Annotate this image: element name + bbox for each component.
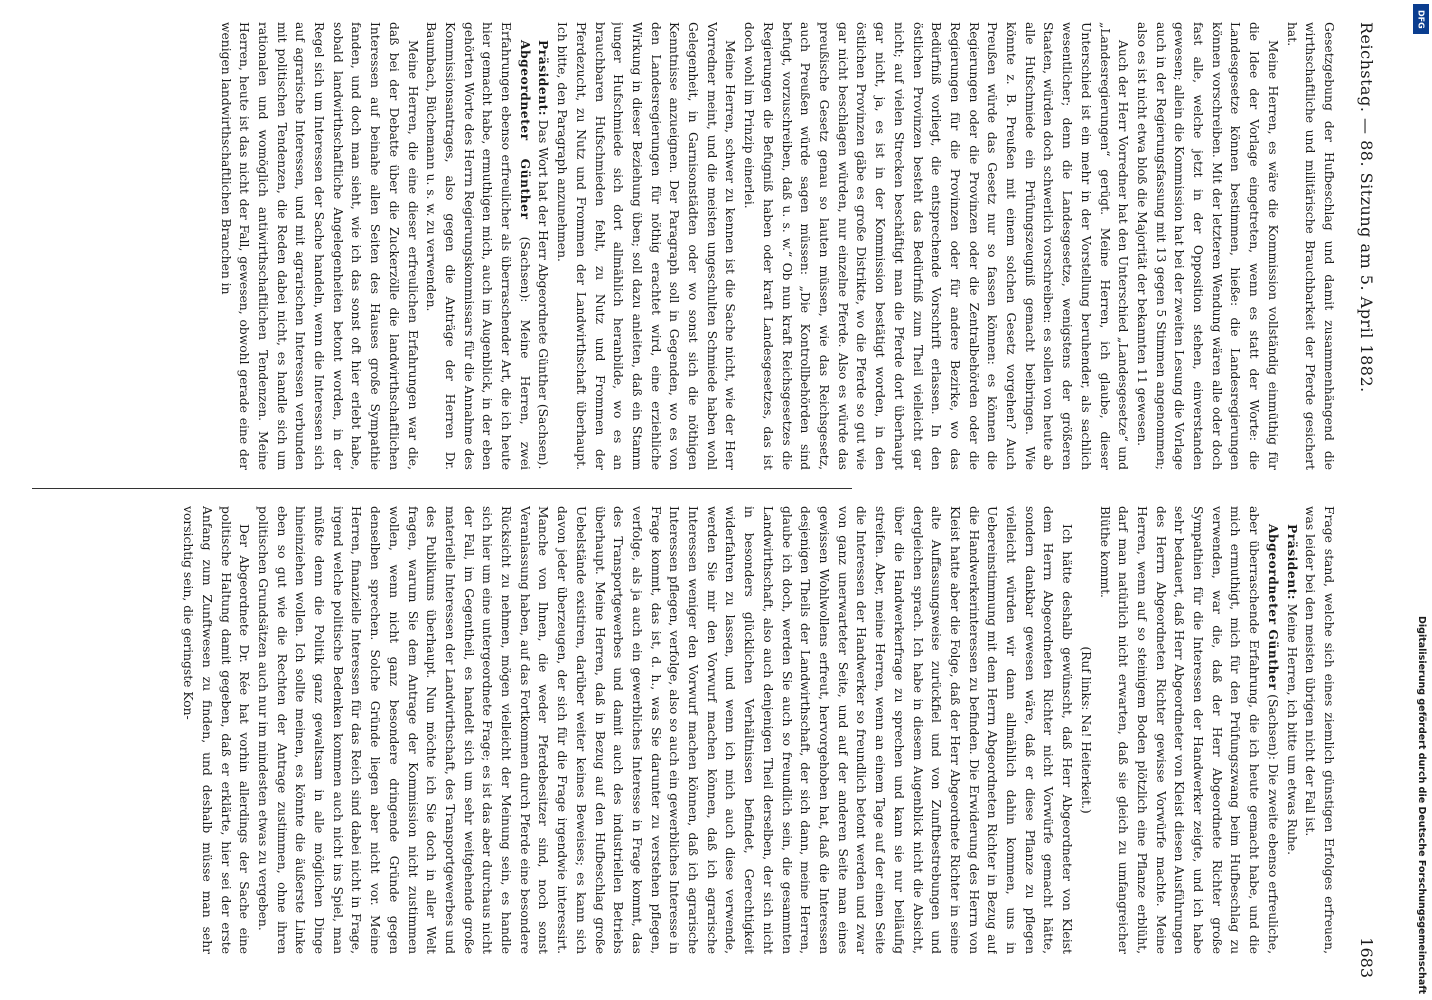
speaker-name: Abgeordneter Günther <box>517 40 533 220</box>
left-column-speaker-paragraph <box>422 22 534 470</box>
right-column-speaker-paragraph <box>1095 506 1282 954</box>
left-column-paragraph: Auch der Herr Vorredner hat den Unterschied „Landesgesetze“ und „Landesregierungen“ gerügt. Meine Herren, ich glaube, dieser Unterschied ist ein mehr in der Vorstellung beruhender, als sachlich wesentlicher; denn die Landesgesetze, wenigstens der größeren Staaten, würden doch schwerlich vorschreiben: es sollen von heute ab alle Hufschmiede ein Prüfungszeugniß gemacht beibringen. Wie könnte z. B. Preußen mit einem solchen Gesetz vorgehen? Auch Preußen würde das Gesetz nur so fassen können: es können die Regierungen oder die Provinzen oder die Zentralbehörden oder die Regierungen für die Provinzen oder für andere Bezirke, wo das Bedürfniß vorliegt, die entsprechende Vorschrift erlassen. In den östlichen Provinzen besteht das Bedürfniß zum Theil vielleicht gar nicht; auf vielen Strecken beschäftigt man die Pferde dort überhaupt gar nicht, ja, es ist in der Kommission bestätigt worden, in den östlichen Provinzen gäbe es große Distrikte, wo die Pferde so gut wie gar nicht beschlagen würden, nur einzelne Pferde. Also es würde das preußische Gesetz genau so lauten müssen, wie das Reichsgesetz, auch Preußen würde sagen müssen: „Die Kontrollbehörden sind befugt, vorzuschreiben, daß u. s. w.“ Ob nun kraft Reichsgesetzes die Regierungen die Befugniß haben oder kraft Landesgesetzes, das ist doch wohl im Prinzip einerlei. <box>742 22 1131 470</box>
left-column-speaker-paragraph <box>534 22 553 470</box>
left-column <box>22 22 1338 470</box>
right-column-stage-direction: (Ruf links: Na! Heiterkeit.) <box>1078 646 1093 814</box>
column-rule <box>32 488 852 489</box>
left-column-paragraph: Meine Herren, die eine dieser erfreulichen Erfahrungen war die, daß bei der Debatte über die Zuckerzölle die landwirthschaftlichen Interessen auf beinahe allen Seiten des Hauses große Sympathie fanden, und doch man sieht, wie ich das sonst oft hier erlebt habe, sobald landwirthschaftliche Angelegenheiten betont worden, in der Regel sich um Interessen der Sache handeln, wenn die Interessen sich auf agrarische Interessen, und mit agrarischen Interessen verbunden mit politischen Tendenzen, die Reden dabei nicht, es handle sich um rationalen und womöglich antiwirthschaftlichen Tendenzen. Meine Herren, heute ist das nicht der Fall, gewesen, obwohl gerade eine der wenigen landwirthschaftlichen Branchen in <box>218 22 420 470</box>
left-column-paragraph: Meine Herren, es wäre die Kommission vollständig einmüthig für die Idee der Vorlage eingetreten, wenn es statt der Worte: die Landesgesetze können bestimmen, hieße: die Landesregierungen können vorschreiben. Mit der letzteren Wendung wären alle oder doch fast alle, welche jetzt in der Opposition stehen, einverstanden gewesen; allein die Kommission hat bei der zweiten Lesung die Vorlage auch in der Regierungsfassung mit 13 gegen 5 Stimmen angenommen; also es ist nicht etwa bloß die Majorität der bekannten 11 gewesen. <box>1134 22 1280 470</box>
right-column-paragraph: Ich hätte deshalb gewünscht, daß Herr Abgeordneter von Kleist dem Herrn Abgeordneten Richter nicht Vorwürfe gemacht hätte, sondern dankbar gewesen wäre, daß er diese Pflanze zu pflegen vielleicht würden wir dann allmählich dahin kommen, uns in Uebereinstimmung mit dem Herrn Abgeordneten Richter in Bezug auf die Handwerkerinteressen zu befinden. Die Erwiderung des Herrn von Kleist hatte aber die Folge, daß der Herr Abgeordnete Richter in seine alte Auffassungsweise zurückfiel und von Zunftbestrebungen und dergleichen sprach. Ich habe in diesem Augenblick nicht die Absicht, über die Handwerkerfrage zu sprechen und kann sie nur beiläufig streifen. Aber, meine Herren, wenn an einem Tage auf der einen Seite die Interessen der Handwerker so freundlich betont werden und zwar von ganz unerwarteter Seite, und auf der anderen Seite man eines gewissen Wohlwollens erfreut, hervorgehoben hat, daß die Interessen desjenigen Theils der Landwirthschaft, der sich dann, meine Herren, glaube ich doch, werden Sie auch so freundlich sein, die gesammten Landwirthschaft, also auch denjenigen Theil derselben, der sich nicht in besonders glücklichen Verhältnissen befindet, Gerechtigkeit widerfahren zu lassen, und wenn ich mich auch diese verwende, werden Sie mir den Vorwurf machen können, daß ich agrarische Interessen weniger den Vorwurf machen können, daß ich agrarische Interessen pflegen, verfolge, also so auch ein gewerbliches Interesse in Frage kommt, das ist, d. h., was Sie darunter zu verstehen pflegen, verfolge, als ja auch ein gewerbliches Interesse in Frage kommt, das des Transportgewerbes und damit auch des industriellen Betriebs überhaupt. Meine Herren, daß in Bezug auf den Hufbeschlag große Uebelstände existiren, darüber weiter keines Beweises; es kann sich davon jeder überzeugen, der sich für die Frage irgendwie interessirt. Manche von Ihnen, die weder Pferdebesitzer sind, noch sonst Veranlassung haben, auf das Fortkommen durch Pferde eine besondere Rücksicht zu nehmen, mögen vielleicht der Meinung sein, es handle sich hier um eine untergeordnete Frage; es ist das aber durchaus nicht der Fall, im Gegentheil, es handelt sich um sehr weitgehende große materielle Interessen der Landwirthschaft, des Transportgewerbes und des Publikums überhaupt. Nun möchte ich Sie doch in aller Welt fragen, warum Sie dem Antrage der Kommission nicht zustimmen wollen, wenn nicht ganz besondere dringende Gründe gegen denselben sprechen. Solche Gründe liegen aber nicht vor. Meine Herren, finanzielle Interessen für das Reich sind dabei nicht in Frage, irgend welche politische Bedenken kommen auch nicht ins Spiel, man müßte denn die Politik ganz gewaltsam in alle möglichen Dinge hineinziehen wollen. Ich sollte meinen, es könnte die äußerste Linke eben so gut wie die Rechten der Antrage zustimmen, ohne ihren politischen Grundsätzen auch nur im mindesten etwas zu vergeben. <box>255 506 1075 954</box>
left-column-paragraph: Meine Herren, schwer zu kennen ist die Sache nicht, wie der Herr Vorredner meint, und die meisten ungeschulten Schmiede haben wohl Gelegenheit, in Garnisonstädten oder wo sonst sich die nöthigen Kenntnisse anzueignen. Der Paragraph soll in Gegenden, wo es von den Landesregierungen für nöthig erachtet wird, eine erziehliche Wirkung in dieser Beziehung üben; soll dazu anleiten, daß ein Stamm junger Hufschmiede sich dort allmählich heranbilde, wo es an brauchbaren Hufschmieden fehlt, zu Nutz und Frommen der Pferdezucht, zu Nutz und Frommen der Landwirthschaft überhaupt. Ich bitte, den Paragraph anzunehmen. <box>555 22 738 470</box>
right-column-paragraph: Der Abgeordnete Dr. Rée hat vorhin allerdings der Sache eine politische Haltung damit gegeben, daß er erklärte, hier sei der erste Anfang zum Zunftwesen zu finden, und deshalb müsse man sehr vorsichtig sein, die geringste Kon- <box>181 506 252 954</box>
speech-text: (Sachsen): Die zweite ebenso erfreuliche, aber überraschende Erfahrung, die ich heute gemacht habe, und die mich ermuthigt, mich für den Prüfungszwang beim Hufbeschlag zu verwenden, war die, daß der Herr Abgeordnete Richter große Sympathien für die Interessen der Handwerker zeigte, und ich habe sehr bedauert, daß Herr Abgeordneter von Kleist diesen Ausführungen des Herrn Abgeordneten Richter gewisse Vorwürfe machte. Meine Herren, wenn auf so steinigem Boden plötzlich eine Pflanze erblüht, darf man natürlich nicht erwarten, daß sie gleich zu umfangreicher Blüthe kommt. <box>1097 506 1280 954</box>
left-column-paragraph: Gesetzgebung der Hufbeschlag und damit zusammenhängend die wirthschaftliche und militärische Brauchbarkeit der Pferde gesichert hat. <box>1284 22 1336 470</box>
speech-text: (Sachsen): Meine Herren, zwei Erfahrungen ebenso erfreulicher als überraschender Art, die ich heute hier gemacht habe, ermuthigen mich, auch im Augenblick, in der eben gehörten Worte des Herrn Regierungskommissars für die Annahme des Kommissionsantrages, also gegen die Anträge der Herren Dr. Baumbach, Büchemann u. s. w. zu verwenden. <box>424 22 532 470</box>
digitization-stamp <box>1410 0 1432 1000</box>
right-column-paragraph: Frage stand, welche sich eines ziemlich günstigen Erfolges erfreuen, was leider bei den meisten übrigen nicht der Fall ist. <box>1303 506 1336 954</box>
stamp-text: Digitalisierung gefördert durch die Deutsche Forschungsgemeinschaft <box>1416 616 1427 994</box>
speech-text: Das Wort hat der Herr Abgeordnete Günther (Sachsen). <box>536 119 551 470</box>
speaker-name: Abgeordneter Günther <box>1265 524 1281 691</box>
speaker-name: Präsident: <box>536 40 552 116</box>
speech-text: Meine Herren, ich bitte um etwas Ruhe. <box>1284 603 1299 856</box>
right-column <box>22 506 1338 954</box>
running-head <box>1352 22 1380 978</box>
dfg-logo: DFG <box>1413 4 1429 34</box>
right-column-speaker-paragraph <box>1282 506 1301 954</box>
speaker-name: Präsident: <box>1284 524 1300 600</box>
running-head-title: Reichstag. — 88. Sitzung am 5. April 1882. <box>1357 22 1376 393</box>
page-number: 1683 <box>1357 937 1376 978</box>
